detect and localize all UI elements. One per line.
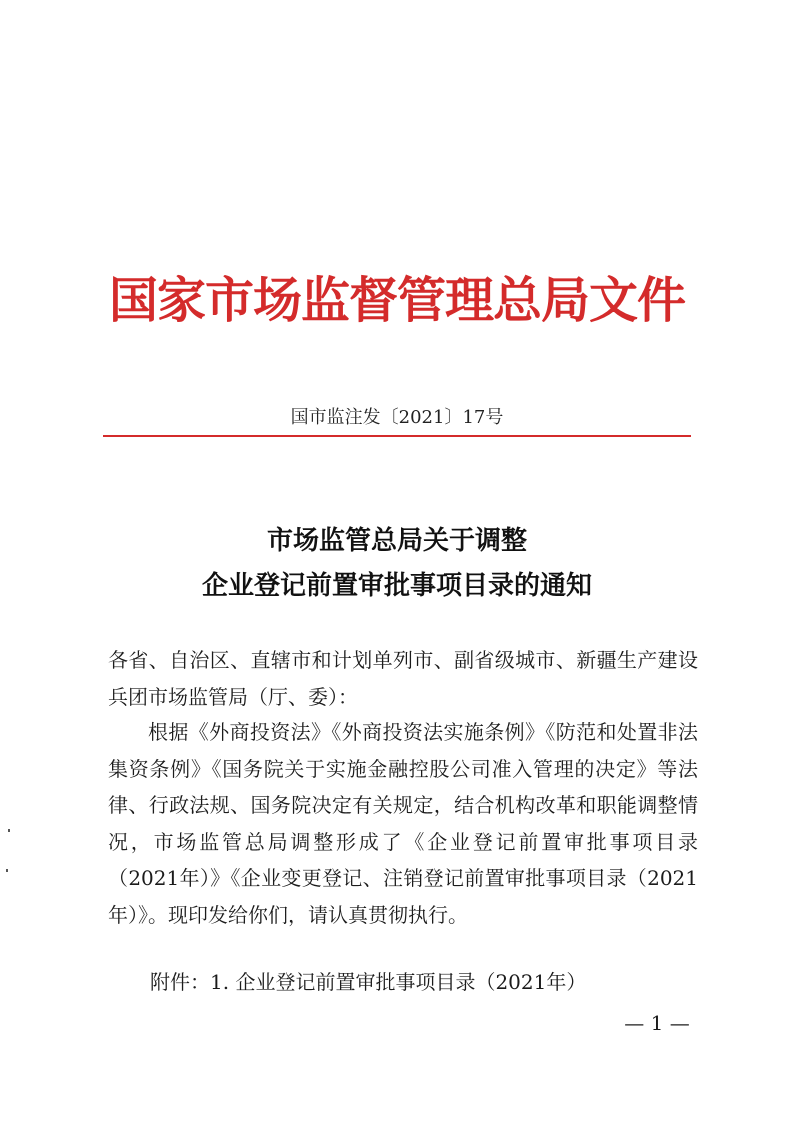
document-title-line2: 企业登记前置审批事项目录的通知 [201, 571, 592, 601]
issuing-authority-header: 国家市场监督管理总局文件 [108, 271, 685, 329]
body-paragraph: 根据《外商投资法》《外商投资法实施条例》《防范和处置非法集资条例》《国务院关于实施金融控股公司准入管理的决定》等法律、行政法规、国务院决定有关规定，结合机构改革和职能调整情况，市场监管总局调整形成了《企业登记前置审批事项目录（2021年）》《企业变更登记、注销登记前置审批事项目录（2021年）》。现印发给你们，请认真贯彻执行。 [108, 720, 698, 927]
addressee-paragraph: 各省、自治区、直辖市和计划单列市、副省级城市、新疆生产建设兵团市场监管局（厅、委）： [108, 648, 698, 709]
document-title-line1: 市场监管总局关于调整 [266, 526, 527, 556]
scan-speck [8, 829, 10, 832]
attachment-line: 附件：1. 企业登记前置审批事项目录（2021年） [150, 970, 587, 994]
red-separator-line [103, 435, 691, 437]
page-number: — 1 — [624, 1011, 690, 1035]
document-number: 国市监注发〔2021〕17号 [290, 407, 504, 428]
scan-speck [6, 869, 8, 872]
